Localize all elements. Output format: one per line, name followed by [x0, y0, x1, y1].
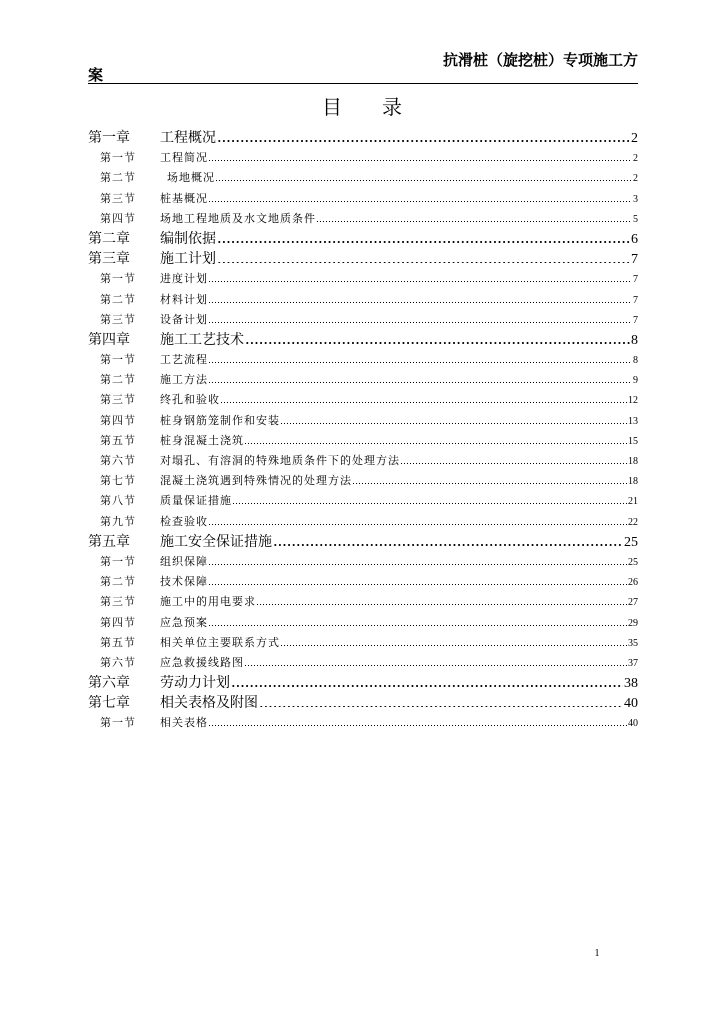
section-number: 第七节: [100, 474, 136, 488]
chapter-title: 施工安全保证措施: [160, 533, 272, 550]
toc-ch4-section-5[interactable]: [88, 431, 638, 451]
dot-leader: [209, 524, 627, 525]
section-title: 场地工程地质及水文地质条件: [160, 211, 316, 225]
section-number: 第五节: [100, 635, 136, 649]
toc-ch5-section-3[interactable]: [88, 592, 638, 612]
dot-leader: [209, 160, 632, 161]
section-title: 检查验收: [160, 514, 208, 528]
toc-ch1-section-1[interactable]: [88, 148, 638, 168]
chapter-title: 编制依据: [160, 230, 216, 247]
section-title: 质量保证措施: [160, 494, 232, 508]
dot-leader: [233, 503, 627, 504]
dot-leader: [317, 221, 632, 222]
page-number: 25: [624, 534, 638, 550]
chapter-number: 第四章: [88, 331, 130, 348]
toc-ch4-section-7[interactable]: [88, 471, 638, 491]
page-number: 6: [631, 231, 638, 247]
toc-ch5-section-5[interactable]: [88, 633, 638, 653]
page-number: 2: [631, 131, 638, 146]
page-number: 29: [628, 617, 638, 629]
section-title: 组织保障: [160, 554, 208, 568]
page-number: 7: [631, 252, 638, 268]
section-number: 第九节: [100, 514, 136, 528]
dot-leader: [209, 201, 632, 202]
dot-leader: [245, 342, 630, 344]
page-number: 12: [628, 395, 638, 407]
section-number: 第六节: [100, 454, 136, 467]
dot-leader: [273, 544, 623, 546]
section-title: 材料计划: [160, 292, 208, 306]
toc-ch4-section-8[interactable]: [88, 491, 638, 511]
toc-chapter-1[interactable]: [88, 128, 638, 148]
dot-leader: [281, 645, 627, 646]
section-number: 第二节: [100, 373, 136, 387]
toc-ch7-section-1[interactable]: [88, 713, 638, 733]
dot-leader: [245, 665, 627, 666]
chapter-title: 施工工艺技术: [160, 331, 244, 348]
header-title-continuation: 案: [88, 66, 104, 84]
section-number: 第一节: [100, 353, 136, 367]
section-title: 工程简况: [160, 151, 208, 165]
page-number: 40: [628, 718, 638, 730]
chapter-number: 第七章: [88, 695, 130, 712]
section-number: 第二节: [100, 171, 136, 185]
page-number: 18: [628, 476, 638, 488]
dot-leader: [401, 463, 627, 464]
section-title: 施工中的用电要求: [160, 595, 256, 609]
section-number: 第四节: [100, 211, 136, 225]
dot-leader: [353, 483, 627, 484]
page-number: 27: [628, 597, 638, 609]
section-title: 施工方法: [160, 373, 208, 387]
section-number: 第五节: [100, 433, 136, 447]
toc-ch4-section-3[interactable]: [88, 390, 638, 410]
toc-ch4-section-4[interactable]: [88, 411, 638, 431]
page-number: 2: [633, 173, 638, 185]
chapter-title: 施工计划: [160, 251, 216, 268]
page-number: 9: [633, 375, 638, 387]
page-number: 8: [631, 332, 638, 348]
toc-chapter-4[interactable]: [88, 330, 638, 350]
toc-ch4-section-2[interactable]: [88, 370, 638, 390]
toc-ch3-section-3[interactable]: [88, 310, 638, 330]
table-of-contents: [88, 128, 638, 734]
section-title: 场地概况: [167, 171, 215, 185]
dot-leader: [257, 604, 627, 605]
chapter-number: 第三章: [88, 251, 130, 268]
header-title: 抗滑桩（旋挖桩）专项施工方: [442, 51, 638, 69]
toc-heading: 目 录: [322, 95, 402, 119]
toc-ch1-section-2[interactable]: [88, 168, 638, 188]
chapter-number: 第五章: [88, 533, 130, 550]
page-number: 37: [628, 657, 638, 669]
section-title: 桩身混凝土浇筑: [160, 433, 244, 447]
section-title: 应急预案: [160, 615, 208, 629]
page-number: 26: [628, 577, 638, 589]
page-number-footer: 1: [594, 948, 600, 959]
section-title: 工艺流程: [160, 353, 208, 367]
section-number: 第一节: [100, 716, 136, 730]
section-number: 第四节: [100, 615, 136, 629]
page-number: 18: [628, 456, 638, 467]
section-title: 相关表格: [160, 716, 208, 730]
page-number: 38: [624, 676, 638, 692]
toc-chapter-6[interactable]: [88, 673, 638, 693]
header-rule: [88, 83, 638, 84]
toc-ch5-section-1[interactable]: [88, 552, 638, 572]
toc-ch4-section-6[interactable]: [88, 451, 638, 471]
chapter-number: 第六章: [88, 675, 130, 692]
section-title: 相关单位主要联系方式: [160, 635, 280, 649]
toc-ch3-section-1[interactable]: [88, 269, 638, 289]
dot-leader: [209, 564, 627, 565]
section-number: 第六节: [100, 655, 136, 669]
section-title: 混凝土浇筑遇到特殊情况的处理方法: [160, 474, 352, 488]
section-number: 第三节: [100, 595, 136, 609]
section-title: 设备计划: [160, 312, 208, 326]
page-number: 5: [633, 213, 638, 225]
toc-ch1-section-4[interactable]: [88, 209, 638, 229]
dot-leader: [209, 382, 632, 383]
toc-ch5-section-6[interactable]: [88, 653, 638, 673]
page-number: 21: [628, 496, 638, 508]
section-title: 对塌孔、有溶洞的特殊地质条件下的处理方法: [160, 454, 400, 467]
section-number: 第三节: [100, 191, 136, 205]
section-number: 第三节: [100, 312, 136, 326]
dot-leader: [217, 241, 630, 243]
dot-leader: [259, 706, 623, 708]
section-title: 技术保障: [160, 575, 208, 589]
page-number: 2: [633, 153, 638, 165]
page-number: 40: [624, 696, 638, 712]
toc-ch5-section-2[interactable]: [88, 572, 638, 592]
page-number: 7: [633, 274, 638, 286]
section-number: 第一节: [100, 151, 136, 165]
dot-leader: [209, 281, 632, 282]
section-number: 第八节: [100, 494, 136, 508]
section-title: 桩身钢筋笼制作和安装: [160, 413, 280, 427]
dot-leader: [216, 180, 632, 181]
dot-leader: [245, 443, 627, 444]
toc-ch5-section-4[interactable]: [88, 613, 638, 633]
page-number: 35: [628, 637, 638, 649]
page-number: 7: [633, 294, 638, 306]
chapter-title: 工程概况: [160, 130, 216, 146]
page-number: 7: [633, 314, 638, 326]
dot-leader: [209, 625, 627, 626]
page-number: 3: [633, 193, 638, 205]
dot-leader: [217, 140, 630, 142]
toc-ch4-section-9[interactable]: [88, 512, 638, 532]
section-title: 桩基概况: [160, 191, 208, 205]
section-number: 第三节: [100, 393, 136, 407]
chapter-title: 劳动力计划: [160, 675, 230, 692]
page-number: 15: [628, 435, 638, 447]
section-title: 应急救援线路图: [160, 655, 244, 669]
toc-chapter-5[interactable]: [88, 532, 638, 552]
toc-chapter-7[interactable]: [88, 693, 638, 713]
toc-ch3-section-2[interactable]: [88, 290, 638, 310]
section-title: 终孔和验收: [160, 393, 220, 407]
dot-leader: [281, 423, 627, 424]
dot-leader: [217, 262, 630, 264]
section-title: 进度计划: [160, 272, 208, 286]
page-number: 8: [633, 355, 638, 367]
dot-leader: [209, 302, 632, 303]
chapter-number: 第一章: [88, 130, 130, 146]
dot-leader: [231, 685, 623, 687]
toc-ch1-section-3[interactable]: [88, 189, 638, 209]
section-number: 第一节: [100, 554, 136, 568]
dot-leader: [221, 402, 627, 403]
section-number: 第二节: [100, 575, 136, 589]
toc-chapter-3[interactable]: [88, 249, 638, 269]
section-number: 第二节: [100, 292, 136, 306]
toc-chapter-2[interactable]: [88, 229, 638, 249]
dot-leader: [209, 584, 627, 585]
chapter-number: 第二章: [88, 230, 130, 247]
dot-leader: [209, 322, 632, 323]
page-number: 25: [628, 556, 638, 568]
page-number: 13: [628, 415, 638, 427]
page-number: 22: [628, 516, 638, 528]
dot-leader: [209, 725, 627, 726]
section-number: 第一节: [100, 272, 136, 286]
dot-leader: [209, 362, 632, 363]
toc-ch4-section-1[interactable]: [88, 350, 638, 370]
chapter-title: 相关表格及附图: [160, 695, 258, 712]
section-number: 第四节: [100, 413, 136, 427]
